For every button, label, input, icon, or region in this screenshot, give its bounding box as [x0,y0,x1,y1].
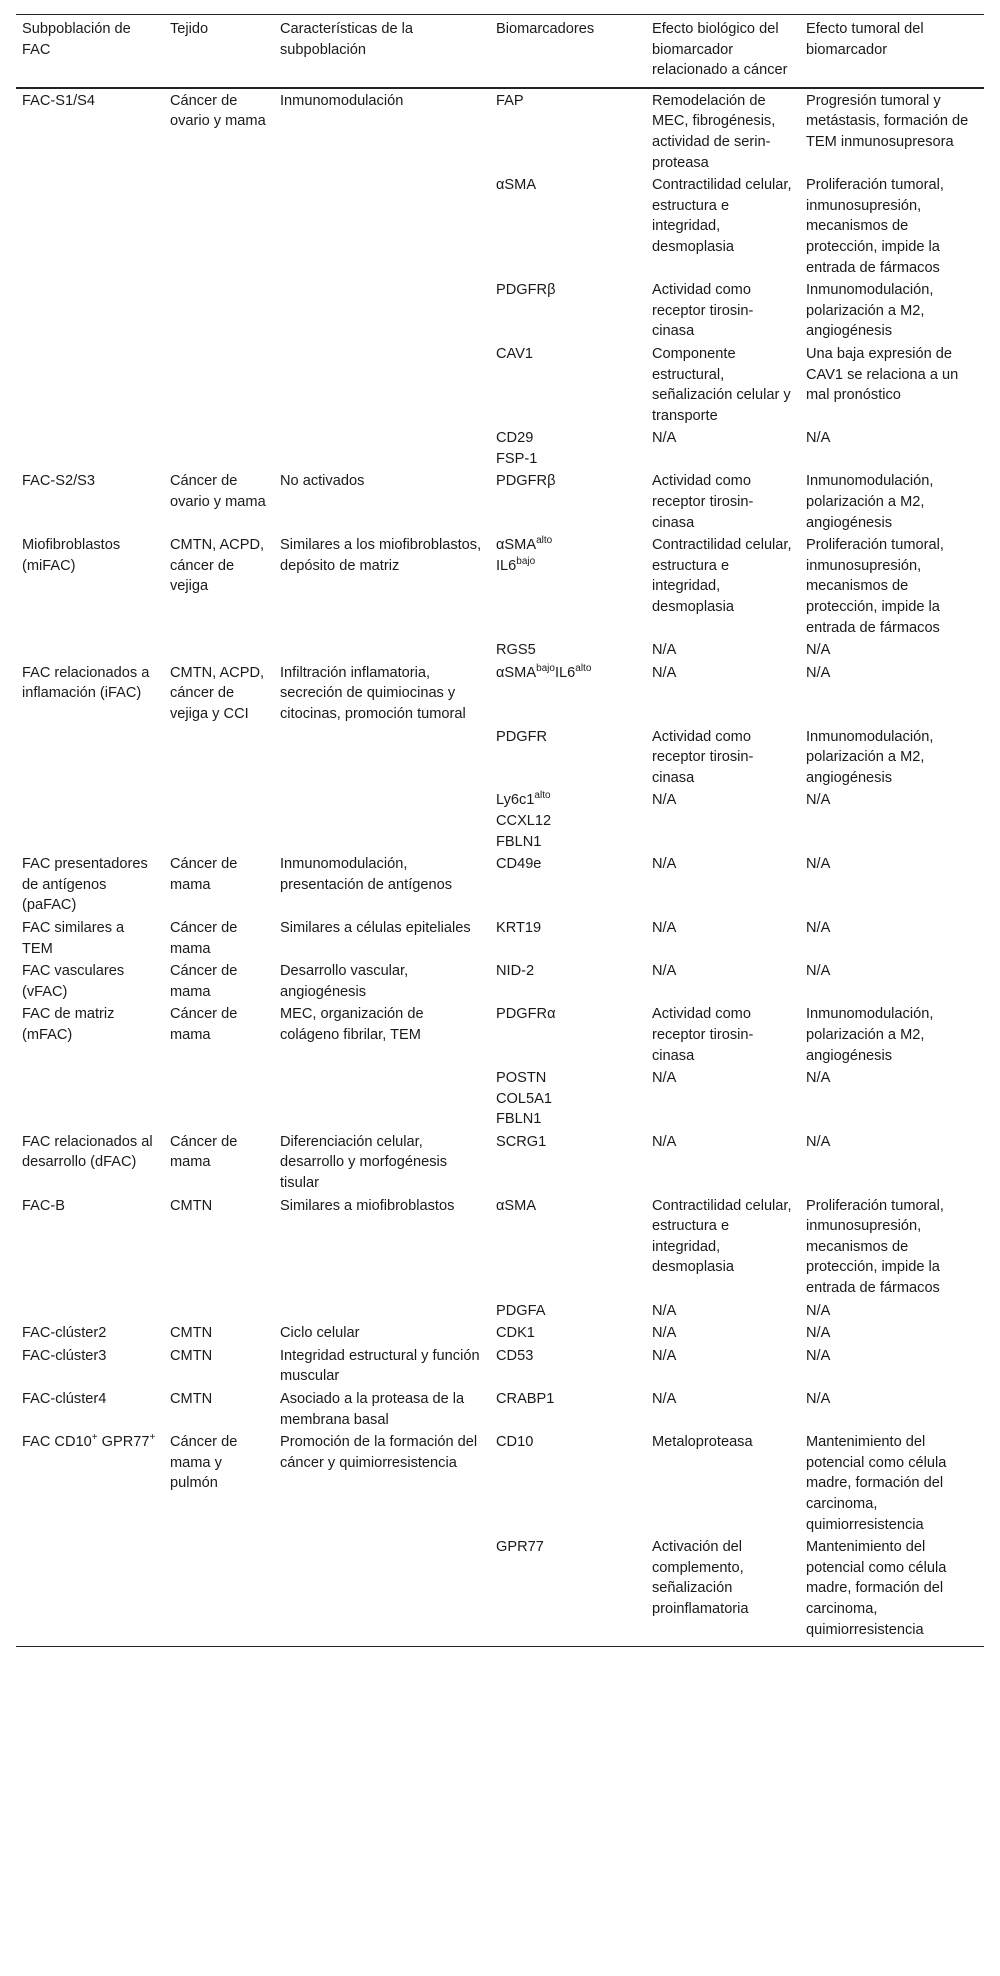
biomarker-label: CD10 [496,1434,534,1451]
cell-characteristics [274,279,490,343]
cell-subpopulation [16,343,164,427]
biomarker-label: PDGFRβ [496,282,556,299]
cell-tissue: CMTN, ACPD, cáncer de vejiga [170,537,265,595]
cell-characteristics: Similares a miofibroblastos [280,1197,455,1214]
cell-biological-effect: N/A [652,963,677,980]
cell-tissue: Cáncer de mama [170,1006,238,1043]
fac-subpopulation-table [16,14,984,1647]
cell-biomarkers [490,1345,646,1388]
cell-tumor-effect: N/A [806,963,831,980]
biomarker-label: $IL6^{bajo}$ [496,555,536,574]
cell-tumor-effect: Inmunomodulación, polarización a M2, angiogénesis [806,473,934,531]
table-row [16,534,984,639]
cell-characteristics: Inmunomodulación [280,92,404,109]
cell-biological-effect: N/A [652,1133,677,1150]
cell-biological-effect: Actividad como receptor tirosin-cinasa [652,282,754,340]
cell-subpopulation: FAC relacionados al desarrollo (dFAC) [22,1133,153,1171]
cell-subpopulation: FAC-S2/S3 [22,473,95,490]
cell-tumor-effect: N/A [806,919,831,936]
cell-biological-effect: N/A [652,919,677,936]
cell-tumor-effect: N/A [806,1347,831,1364]
biomarker-label: PDGFRα [496,1006,556,1023]
cell-subpopulation [16,174,164,279]
cell-tissue [164,1536,274,1646]
cell-characteristics: Infiltración inflamatoria, secreción de quimiocinas y citocinas, promoción tumoral [280,664,466,722]
cell-biological-effect: N/A [652,430,677,447]
biomarker-label: POSTN [496,1070,547,1087]
biomarker-label: FBLN1 [496,1111,542,1128]
cell-subpopulation [16,639,164,662]
cell-biological-effect: N/A [652,1391,677,1407]
cell-biomarkers [490,1322,646,1345]
biomarker-label: PDGFRβ [496,473,556,490]
cell-subpopulation: Miofibroblastos (miFAC) [22,537,121,574]
table-row [16,960,984,1003]
table-row [16,853,984,917]
table-row [16,1431,984,1536]
cell-biomarkers [490,427,646,470]
cell-subpopulation: FAC de matriz (mFAC) [22,1006,115,1043]
biomarker-label: αSMA$^{alto}$ [496,535,553,554]
cell-biomarkers [490,279,646,343]
cell-biological-effect: Actividad como receptor tirosin-cinasa [652,728,754,786]
cell-tissue [164,726,274,790]
cell-characteristics [274,427,490,470]
cell-biomarkers [490,960,646,1003]
cell-tissue: CMTN [170,1197,213,1214]
cell-tumor-effect: N/A [806,1302,831,1319]
table-row [16,639,984,662]
cell-biomarkers [490,1388,646,1431]
cell-tumor-effect: Inmunomodulación, polarización a M2, angiogénesis [806,282,934,340]
cell-biomarkers [490,853,646,917]
biomarker-label: $\alpha SMA^{bajo}IL6^{alto}$ [496,662,592,681]
cell-characteristics: MEC, organización de colágeno fibrilar, TEM [280,1006,424,1043]
cell-characteristics [274,726,490,790]
cell-tissue [164,1067,274,1131]
cell-subpopulation: FAC similares a TEM [22,919,125,957]
cell-biomarkers [490,1131,646,1195]
cell-biomarkers [490,917,646,960]
cell-tissue: CMTN [170,1391,213,1407]
table-row [16,1067,984,1131]
cell-biomarkers [490,639,646,662]
cell-subpopulation: FAC-clúster4 [22,1391,107,1407]
table-row [16,1388,984,1431]
cell-tumor-effect: N/A [806,1133,831,1150]
cell-subpopulation: FAC presentadores de antígenos (paFAC) [22,856,148,914]
cell-characteristics [274,343,490,427]
biomarker-label: PDGFR [496,728,548,745]
biomarker-label: CAV1 [496,345,534,362]
biomarker-label: NID-2 [496,963,535,980]
biomarker-label: GPR77 [496,1539,544,1556]
cell-tumor-effect: Una baja expresión de CAV1 se relaciona a un mal pronóstico [806,345,959,404]
biomarker-label: SCRG1 [496,1133,547,1150]
cell-subpopulation: FAC-clúster2 [22,1325,107,1342]
biomarker-table-container [16,14,984,1647]
cell-biomarkers [490,343,646,427]
header-row [16,15,984,88]
cell-characteristics: Promoción de la formación del cáncer y quimiorresistencia [280,1434,478,1471]
cell-characteristics [274,174,490,279]
table-row [16,279,984,343]
cell-subpopulation [16,279,164,343]
cell-biomarkers [490,174,646,279]
cell-biomarkers [490,726,646,790]
cell-characteristics [274,789,490,853]
cell-subpopulation [16,1300,164,1323]
table-row [16,726,984,790]
cell-tumor-effect: Proliferación tumoral, inmunosupresión, mecanismos de protección, impide la entrada de fármacos [806,1197,944,1297]
cell-biomarkers [490,470,646,534]
cell-tumor-effect: N/A [806,1391,831,1407]
cell-tissue: CMTN [170,1347,213,1364]
cell-subpopulation: FAC-S1/S4 [22,92,95,109]
cell-tumor-effect: N/A [806,664,831,681]
biomarker-label: FBLN1 [496,833,542,850]
header-biomarkers: Biomarcadores [490,15,646,88]
cell-biological-effect: N/A [652,642,677,659]
biomarker-label: FSP-1 [496,450,538,467]
cell-tissue: Cáncer de mama y pulmón [170,1434,238,1492]
table-row [16,88,984,174]
cell-biomarkers [490,1300,646,1323]
table-body [16,88,984,1647]
biomarker-label: KRT19 [496,919,542,936]
cell-tissue: Cáncer de mama [170,856,238,893]
cell-tissue: Cáncer de ovario y mama [170,92,266,130]
cell-tumor-effect: N/A [806,1070,831,1087]
cell-biological-effect: N/A [652,1070,677,1087]
cell-subpopulation [16,1067,164,1131]
cell-biological-effect: Componente estructural, señalización celular y transporte [652,345,791,424]
cell-tumor-effect: Progresión tumoral y metástasis, formación de TEM inmunosupresora [806,92,969,150]
table-row [16,1003,984,1067]
cell-biomarkers [490,1536,646,1646]
cell-characteristics: Similares a células epiteliales [280,919,471,936]
cell-biological-effect: Actividad como receptor tirosin-cinasa [652,1006,754,1064]
biomarker-label: PDGFA [496,1302,546,1319]
cell-tissue: Cáncer de mama [170,1133,238,1171]
cell-biological-effect: N/A [652,664,677,681]
table-row [16,1345,984,1388]
cell-subpopulation: FAC vasculares (vFAC) [22,963,125,1000]
cell-characteristics: No activados [280,473,365,490]
cell-biological-effect: N/A [652,1302,677,1319]
cell-biomarkers [490,1431,646,1536]
cell-characteristics [274,1067,490,1131]
biomarker-label: CD49e [496,856,542,873]
table-row [16,174,984,279]
table-row [16,1195,984,1300]
cell-tissue: Cáncer de mama [170,963,238,1000]
cell-biological-effect: Metaloproteasa [652,1434,753,1451]
biomarker-label: αSMA [496,1197,537,1214]
table-header [16,15,984,88]
cell-biological-effect: N/A [652,792,677,809]
cell-tumor-effect: Mantenimiento del potencial como célula madre, formación del carcinoma, quimiorresistencia [806,1434,947,1533]
biomarker-label: αSMA [496,177,537,194]
cell-biomarkers [490,88,646,174]
cell-biological-effect: Contractilidad celular, estructura e integridad, desmoplasia [652,1197,792,1276]
cell-biological-effect: Remodelación de MEC, fibrogénesis, actividad de serin-proteasa [652,92,776,171]
cell-characteristics: Desarrollo vascular, angiogénesis [280,963,409,1000]
biomarker-label: CD29 [496,430,534,447]
biomarker-label: RGS5 [496,642,536,659]
header-biological-effect: Efecto biológico del biomarcador relacionado a cáncer [646,15,800,88]
cell-tissue [164,279,274,343]
biomarker-label: $Ly6c1^{alto}$ [496,790,551,809]
cell-biomarkers [490,1003,646,1067]
cell-tissue [164,174,274,279]
cell-biomarkers [490,534,646,639]
cell-subpopulation: FAC relacionados a inflamación (iFAC) [22,664,150,702]
cell-subpopulation [16,1536,164,1646]
biomarker-label: CCXL12 [496,812,552,829]
cell-characteristics [274,1536,490,1646]
cell-characteristics [274,639,490,662]
cell-tissue: CMTN, ACPD, cáncer de vejiga y CCI [170,664,265,722]
header-characteristics: Características de la subpoblación [274,15,490,88]
cell-subpopulation: FAC-B [22,1197,65,1214]
table-row [16,662,984,726]
table-row [16,343,984,427]
cell-characteristics: Integridad estructural y función muscular [280,1347,480,1385]
cell-biological-effect: Activación del complemento, señalización proinflamatoria [646,1536,800,1646]
cell-tissue [164,343,274,427]
cell-biomarkers [490,789,646,853]
cell-characteristics: Asociado a la proteasa de la membrana basal [280,1391,465,1428]
table-row [16,789,984,853]
cell-biological-effect: Contractilidad celular, estructura e integridad, desmoplasia [652,537,792,616]
cell-tissue [164,639,274,662]
cell-biological-effect: N/A [652,1347,677,1364]
cell-tumor-effect: Mantenimiento del potencial como célula madre, formación del carcinoma, quimiorresistencia [800,1536,984,1646]
cell-tissue [164,427,274,470]
cell-tumor-effect: Inmunomodulación, polarización a M2, angiogénesis [806,728,934,786]
table-row [16,470,984,534]
biomarker-label: CDK1 [496,1325,535,1342]
cell-characteristics: Similares a los miofibroblastos, depósito de matriz [280,537,482,574]
cell-subpopulation [16,789,164,853]
cell-tumor-effect: N/A [806,430,831,447]
header-tissue: Tejido [164,15,274,88]
biomarker-label: CD53 [496,1347,534,1364]
cell-tissue [164,789,274,853]
cell-tumor-effect: Inmunomodulación, polarización a M2, angiogénesis [806,1006,934,1064]
cell-biological-effect: Actividad como receptor tirosin-cinasa [652,473,754,531]
cell-tissue: Cáncer de ovario y mama [170,473,266,511]
cell-biological-effect: N/A [652,1325,677,1342]
cell-biomarkers [490,1067,646,1131]
cell-characteristics: Ciclo celular [280,1325,360,1342]
cell-biological-effect: Contractilidad celular, estructura e integridad, desmoplasia [652,177,792,255]
header-subpopulation: Subpoblación de FAC [16,15,164,88]
cell-tumor-effect: Proliferación tumoral, inmunosupresión, mecanismos de protección, impide la entrada de fármacos [806,537,944,636]
header-tumor-effect: Efecto tumoral del biomarcador [800,15,984,88]
biomarker-label: FAP [496,92,524,109]
table-row [16,427,984,470]
cell-subpopulation: FAC-clúster3 [22,1347,107,1364]
cell-subpopulation: FAC CD10+ GPR77+ [22,1432,156,1451]
cell-subpopulation [16,726,164,790]
table-row [16,1322,984,1345]
cell-tissue [164,1300,274,1323]
table-row [16,917,984,960]
cell-characteristics [274,1300,490,1323]
cell-biological-effect: N/A [652,856,677,873]
cell-tumor-effect: N/A [806,856,831,873]
cell-tissue: CMTN [170,1325,213,1342]
cell-biomarkers [490,662,646,726]
cell-tumor-effect: N/A [806,792,831,809]
table-row [16,1536,984,1646]
cell-tumor-effect: N/A [806,642,831,659]
table-row [16,1131,984,1195]
cell-tumor-effect: N/A [806,1325,831,1342]
biomarker-label: CRABP1 [496,1391,555,1407]
biomarker-label: COL5A1 [496,1090,552,1107]
cell-subpopulation [16,427,164,470]
cell-characteristics: Diferenciación celular, desarrollo y morfogénesis tisular [280,1133,448,1192]
cell-tumor-effect: Proliferación tumoral, inmunosupresión, mecanismos de protección, impide la entrada de fármacos [806,177,944,276]
cell-biomarkers [490,1195,646,1300]
cell-tissue: Cáncer de mama [170,919,238,957]
table-row [16,1300,984,1323]
cell-characteristics: Inmunomodulación, presentación de antígenos [280,856,453,893]
